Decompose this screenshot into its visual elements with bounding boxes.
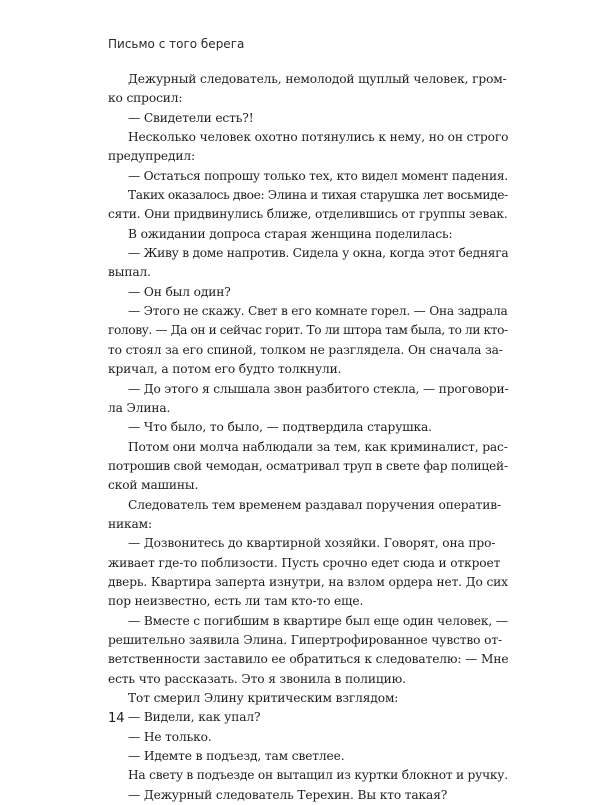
text-line: — Вместе с погибшим в квартире был еще один человек, —: [128, 613, 508, 628]
text-line: ла Элина.: [108, 400, 171, 415]
text-line: — Дозвонитесь до квартирной хозяйки. Говорят, она про-: [128, 536, 496, 551]
text-line: — Он был один?: [128, 284, 231, 299]
text-line: Потом они молча наблюдали за тем, как криминалист, рас-: [128, 439, 508, 454]
running-title: Письмо с того берега: [108, 37, 245, 51]
text-line: есть что рассказать. Это я звонила в полицию.: [108, 671, 406, 686]
text-line: то стоял за его спиной, толком не разглядела. Он сначала за-: [108, 342, 503, 357]
text-line: Дежурный следователь, немолодой щуплый человек, гром-: [128, 72, 507, 86]
text-line: выпал.: [108, 265, 151, 280]
text-line: ветственности заставило ее обратиться к следователю: — Мне: [108, 652, 509, 667]
text-line: ко спросил:: [108, 91, 183, 106]
text-line: — Что было, то было, — подтвердила старушка.: [128, 420, 432, 435]
text-line: предупредил:: [108, 149, 195, 164]
text-line: никам:: [108, 516, 152, 531]
text-line: — Не только.: [128, 729, 212, 744]
text-line: живает где-то поблизости. Пусть срочно едет сюда и откроет: [108, 555, 501, 570]
page-number: 14: [108, 711, 125, 726]
text-line: В ожидании допроса старая женщина поделилась:: [128, 226, 453, 241]
text-line: — Видели, как упал?: [128, 710, 261, 725]
text-line: — Свидетели есть?!: [128, 110, 254, 125]
text-line: сяти. Они придвинулись ближе, отделившись от группы зевак.: [108, 207, 508, 222]
text-line: потрошив свой чемодан, осматривал труп в свете фар полицей-: [108, 458, 508, 473]
text-line: решительно заявила Элина. Гипертрофированное чувство от-: [108, 632, 502, 647]
text-line: кричал, а потом его будто толкнули.: [108, 362, 342, 377]
text-line: — Этого не скажу. Свет в его комнате горел. — Она задрала: [128, 304, 508, 319]
text-line: Таких оказалось двое: Элина и тихая старушка лет восьмиде-: [128, 188, 508, 203]
text-line: дверь. Квартира заперта изнутри, на взлом ордера нет. До сих: [108, 574, 508, 589]
body-text: [108, 70, 508, 805]
text-line: — Идемте в подъезд, там светлее.: [128, 749, 345, 764]
text-line: — До этого я слышала звон разбитого стекла, — проговори-: [128, 381, 509, 396]
text-line: ской машины.: [108, 478, 199, 493]
text-line: — Дежурный следователь Терехин. Вы кто такая?: [128, 787, 448, 802]
text-line: — Остаться попрошу только тех, кто видел момент падения.: [128, 168, 508, 183]
text-line: Несколько человек охотно потянулись к нему, но он строго: [128, 130, 509, 145]
text-line: Следователь тем временем раздавал поручения оператив-: [128, 497, 501, 512]
text-line: пор неизвестно, есть ли там кто-то еще.: [108, 594, 364, 609]
text-line: Тот смерил Элину критическим взглядом:: [128, 691, 399, 705]
text-line: На свету в подъезде он вытащил из куртки блокнот и ручку.: [128, 768, 508, 783]
text-line: голову. — Да он и сейчас горит. То ли штора там была, то ли кто-: [108, 323, 508, 338]
text-line: — Живу в доме напротив. Сидела у окна, когда этот бедняга: [128, 246, 509, 261]
